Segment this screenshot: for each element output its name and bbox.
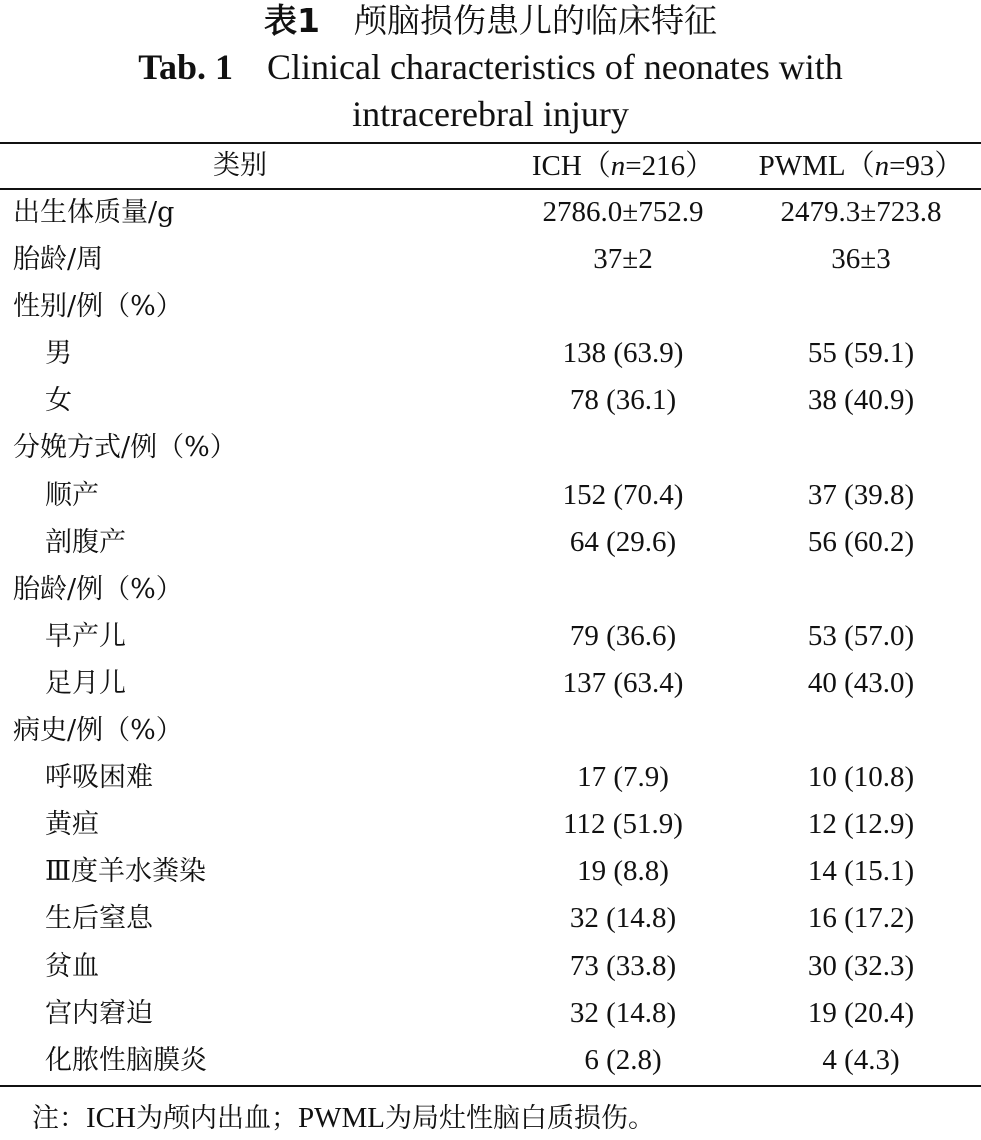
cell-pwml: 37 (39.8) [807,478,915,511]
cell-pwml: 10 (10.8) [807,761,915,794]
row-label: 早产儿 [45,620,126,652]
row-label: 黄疸 [45,809,99,841]
cell-pwml: 30 (32.3) [807,949,915,982]
row-label: 女 [45,385,72,417]
table-caption-cn: 颅脑损伤患儿的临床特征 [353,1,717,40]
table-row [0,236,981,283]
cell-ich: 17 (7.9) [577,761,669,794]
cell-pwml: 36±3 [831,243,891,276]
cell-pwml: 55 (59.1) [807,337,915,370]
cell-pwml: 16 (17.2) [807,902,915,935]
table-row [0,189,981,236]
cell-ich: 6 (2.8) [584,1043,662,1076]
cell-ich: 19 (8.8) [577,855,669,888]
cell-pwml: 4 (4.3) [822,1043,900,1076]
table-row [0,472,981,519]
row-label: 足月儿 [45,667,126,699]
cell-ich: 2786.0±752.9 [542,196,704,228]
cell-pwml: 14 (15.1) [807,855,915,888]
row-label: 男 [45,338,72,370]
cell-pwml: 12 (12.9) [807,808,915,841]
table-caption-en-line1: Clinical characteristics of neonates with [266,47,843,87]
row-label: 病史/例（%） [13,715,183,747]
row-label: 呼吸困难 [45,762,153,794]
cell-ich: 137 (63.4) [562,666,684,699]
cell-pwml: 2479.3±723.8 [780,196,942,228]
cell-ich: 73 (33.8) [569,949,677,982]
cell-ich: 32 (14.8) [569,902,677,935]
cell-pwml: 19 (20.4) [807,996,915,1029]
cell-ich: 37±2 [593,243,653,276]
cell-ich: 78 (36.1) [569,384,677,417]
row-label: 胎龄/例（%） [13,573,183,605]
table-row [0,330,981,377]
table-row [0,566,981,613]
cell-ich: 79 (36.6) [569,619,677,652]
row-label: 剖腹产 [45,526,126,558]
cell-ich: 64 (29.6) [569,525,677,558]
header-category: 类别 [213,150,267,181]
table-title-cn [0,0,981,42]
table-row [0,754,981,801]
cell-pwml: 53 (57.0) [807,619,915,652]
table-body [0,189,981,1084]
cell-ich: 138 (63.9) [562,337,684,370]
table-number-cn: 表1 [264,1,320,40]
table-row [0,990,981,1037]
row-label: 宫内窘迫 [45,997,153,1029]
table-row [0,1037,981,1084]
row-label: 化脓性脑膜炎 [45,1044,207,1076]
header-ich: ICH（n=216） [531,150,715,182]
cell-pwml: 38 (40.9) [807,384,915,417]
table-row [0,801,981,848]
table-footnote: 注：ICH为颅内出血；PWML为局灶性脑白质损伤。 [32,1102,655,1134]
table-caption-en-line2: intracerebral injury [352,94,629,134]
row-label: 胎龄/周 [13,244,104,276]
cell-pwml: 40 (43.0) [807,666,915,699]
row-label: 性别/例（%） [13,291,183,323]
header-pwml: PWML（n=93） [758,150,964,182]
table-row [0,707,981,754]
table-title-en [0,44,981,138]
table-row [0,660,981,707]
row-label: 生后窒息 [45,903,153,935]
table-row [0,424,981,471]
cell-pwml: 56 (60.2) [807,525,915,558]
row-label: 顺产 [45,479,99,511]
table-row [0,377,981,424]
table-number-en: Tab. 1 [138,47,233,87]
cell-ich: 32 (14.8) [569,996,677,1029]
row-label: 贫血 [45,950,99,982]
table-row [0,895,981,942]
row-label: 出生体质量/g [13,197,175,228]
row-label: 分娩方式/例（%） [13,432,237,464]
cell-ich: 112 (51.9) [563,808,683,841]
table-row [0,848,981,895]
table-row [0,613,981,660]
cell-ich: 152 (70.4) [562,478,684,511]
table-row [0,519,981,566]
table-row [0,943,981,990]
table-row [0,283,981,330]
bottom-rule [0,1085,981,1087]
row-label: Ⅲ度羊水粪染 [45,856,207,888]
